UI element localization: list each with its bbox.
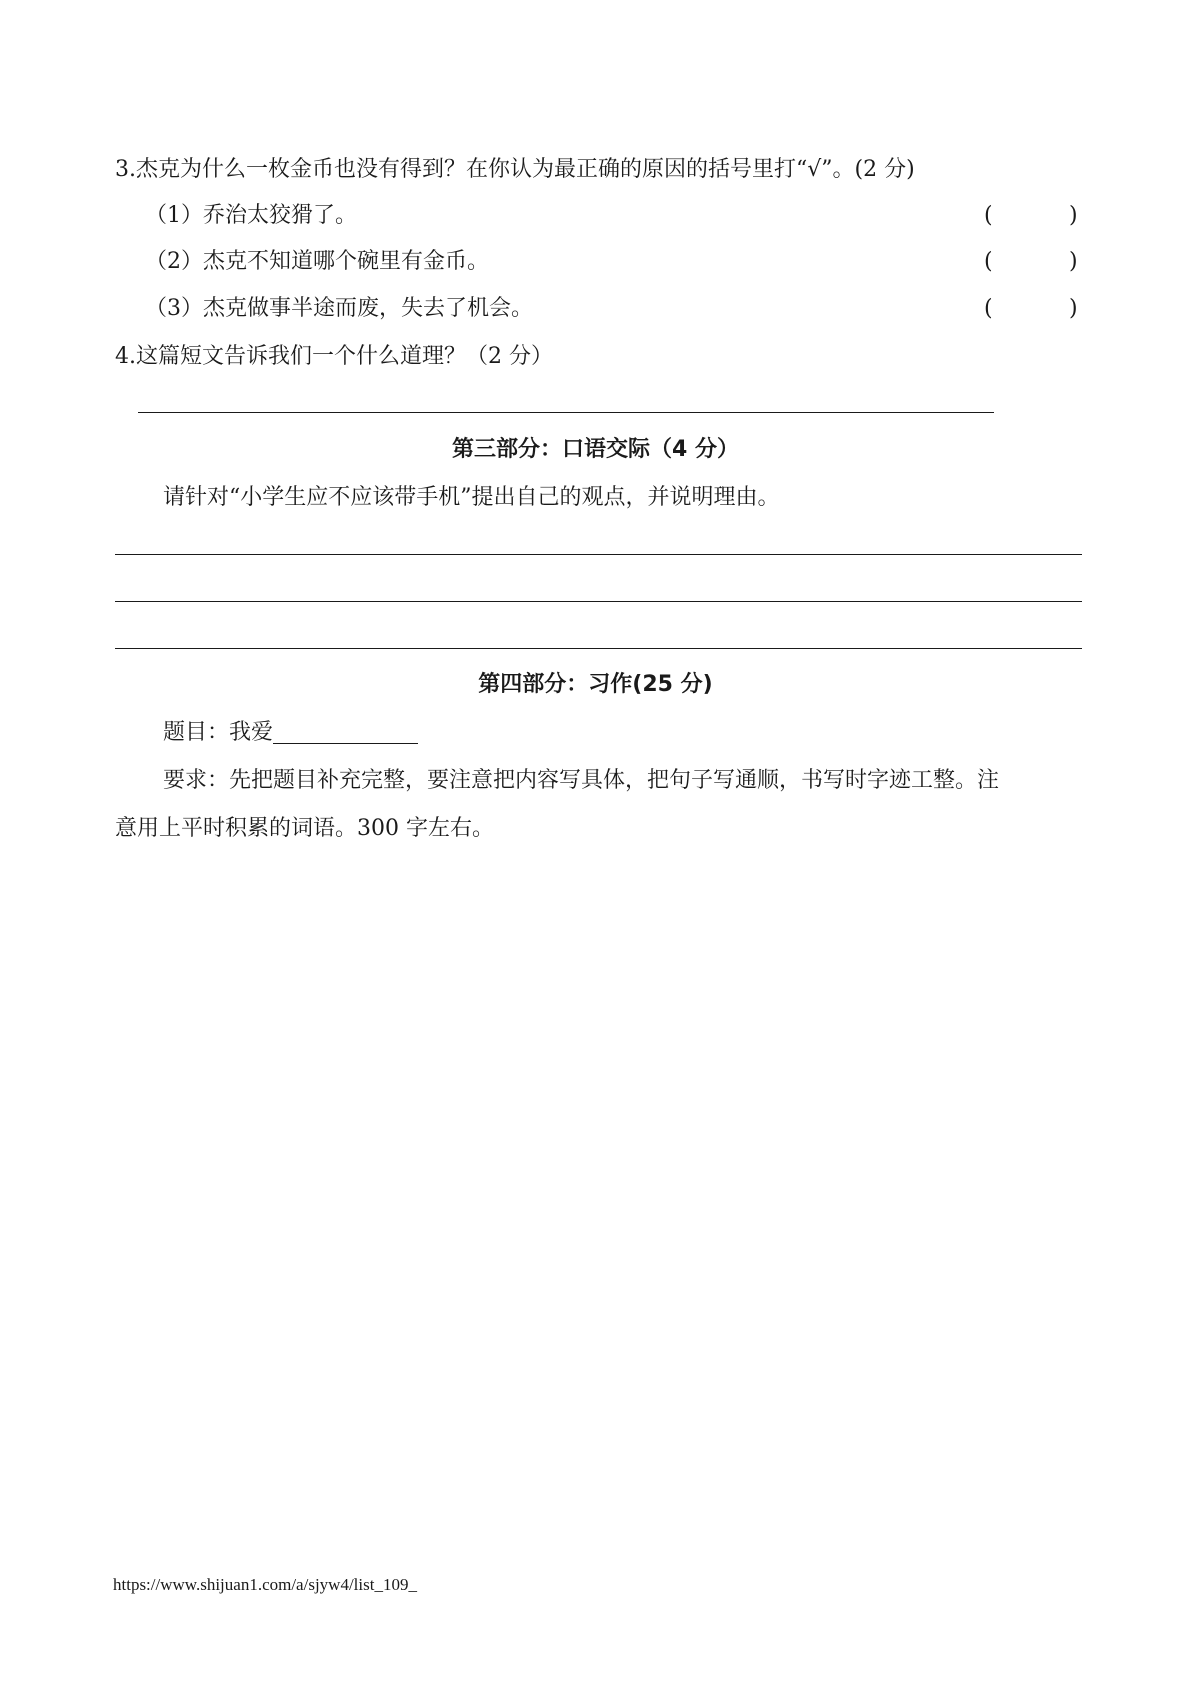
- option-2-close-paren: ): [1069, 249, 1078, 274]
- answer-line-part3-3: [115, 648, 1082, 649]
- part-3-prompt: 请针对“小学生应不应该带手机”提出自己的观点，并说明理由。: [163, 485, 780, 510]
- requirement-line-2: 意用上平时积累的词语。300 字左右。: [115, 816, 494, 841]
- answer-line-part3-2: [115, 601, 1082, 602]
- option-1-text: （1）乔治太狡猾了。: [145, 203, 357, 228]
- composition-title: [163, 721, 418, 744]
- option-2-open-paren: (: [984, 249, 993, 274]
- requirement-line-1: 要求：先把题目补充完整，要注意把内容写具体，把句子写通顺，书写时字迹工整。注: [163, 768, 1000, 793]
- composition-title-label: 题目：我爱: [163, 720, 274, 745]
- part-4-heading: 第四部分：习作(25 分): [478, 672, 713, 697]
- answer-line-q4: [138, 412, 994, 413]
- question-3: 3.杰克为什么一枚金币也没有得到？在你认为最正确的原因的括号里打“√”。(2 分): [115, 157, 915, 182]
- title-blank: [273, 721, 418, 744]
- option-3-open-paren: (: [984, 296, 993, 321]
- option-3-text: （3）杰克做事半途而废，失去了机会。: [145, 296, 533, 321]
- option-3-close-paren: ): [1069, 296, 1078, 321]
- footer-url: https://www.shijuan1.com/a/sjyw4/list_109_: [113, 1575, 417, 1594]
- answer-line-part3-1: [115, 554, 1082, 555]
- option-1-open-paren: (: [984, 203, 993, 228]
- option-1-close-paren: ): [1069, 203, 1078, 228]
- option-2-text: （2）杰克不知道哪个碗里有金币。: [145, 249, 489, 274]
- part-3-heading: 第三部分：口语交际（4 分）: [452, 437, 739, 462]
- question-4: 4.这篇短文告诉我们一个什么道理？（2 分）: [115, 344, 553, 369]
